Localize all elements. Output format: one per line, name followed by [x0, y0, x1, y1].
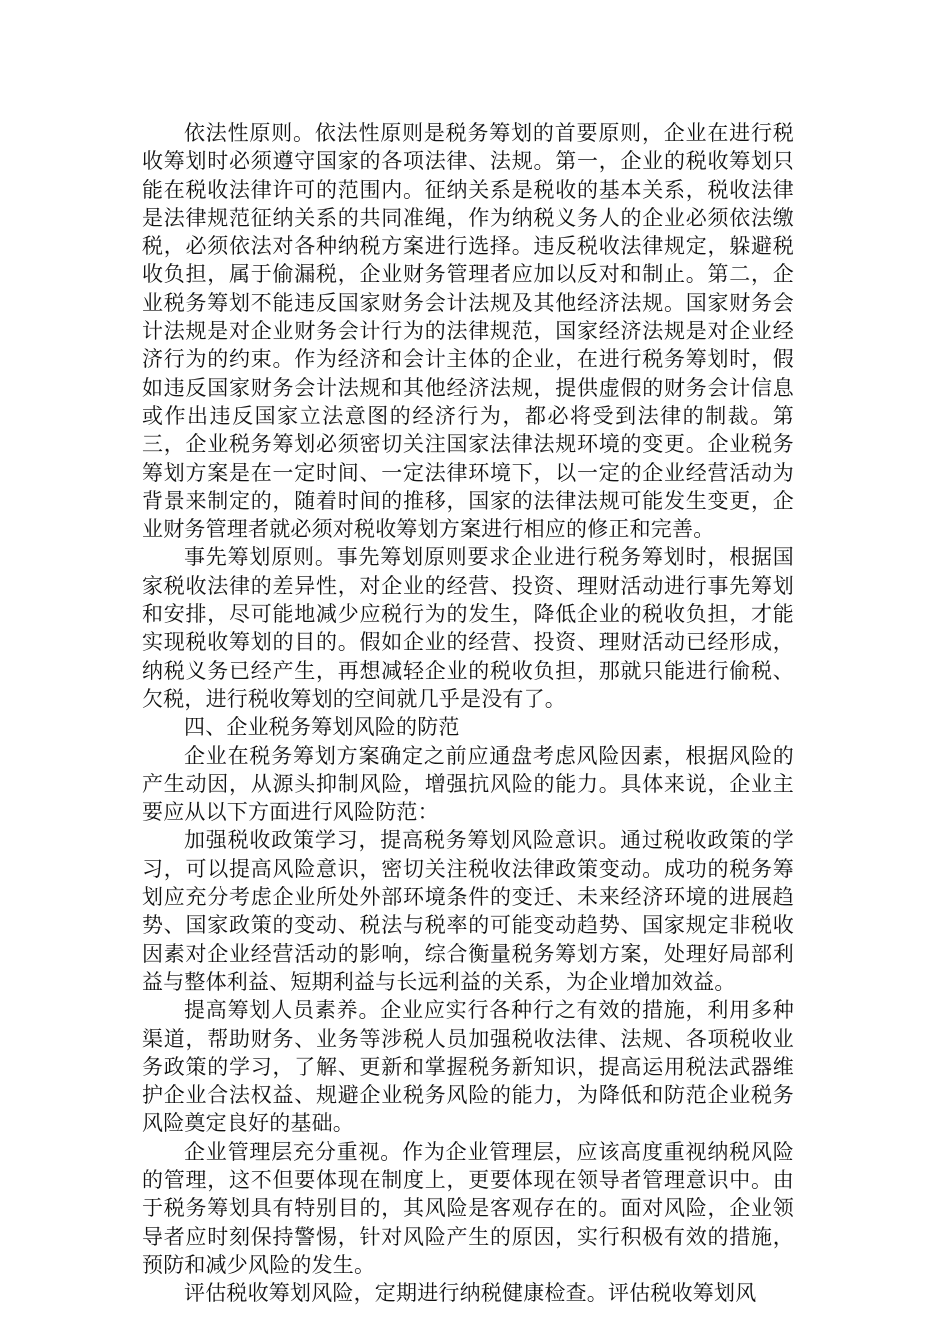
section-heading-risk-prevention: 四、企业税务筹划风险的防范	[184, 715, 460, 740]
paragraph-risk-prevention-intro: 企业在税务筹划方案确定之前应通盘考虑风险因素，根据风险的产生动因，从源头抑制风险，增强抗风险的能力。具体来说，企业主要应从以下方面进行风险防范：	[142, 743, 794, 825]
paragraph-legality-principle: 依法性原则。依法性原则是税务筹划的首要原则，企业在进行税收筹划时必须遵守国家的各项法律、法规。第一，企业的税收筹划只能在税收法律许可的范围内。征纳关系是税收的基本关系，税收法律是法律规范征纳关系的共同准绳，作为纳税义务人的企业必须依法缴税，必须依法对各种纳税方案进行选择。违反税收法律规定，躲避税收负担，属于偷漏税，企业财务管理者应加以反对和制止。第二，企业税务筹划不能违反国家财务会计法规及其他经济法规。国家财务会计法规是对企业财务会计行为的法律规范，国家经济法规是对企业经济行为的约束。作为经济和会计主体的企业，在进行税务筹划时，假如违反国家财务会计法规和其他经济法规，提供虚假的财务会计信息或作出违反国家立法意图的经济行为，都必将受到法律的制裁。第三，企业税务筹划必须密切关注国家法律法规环境的变更。企业税务筹划方案是在一定时间、一定法律环境下，以一定的企业经营活动为背景来制定的，随着时间的推移，国家的法律法规可能发生变更，企业财务管理者就必须对税收筹划方案进行相应的修正和完善。	[142, 121, 794, 542]
paragraph-advance-planning-principle: 事先筹划原则。事先筹划原则要求企业进行税务筹划时，根据国家税收法律的差异性，对企业的经营、投资、理财活动进行事先筹划和安排，尽可能地减少应税行为的发生，降低企业的税收负担，才能实现税收筹划的目的。假如企业的经营、投资、理财活动已经形成，纳税义务已经产生，再想减轻企业的税收负担，那就只能进行偷税、欠税，进行税收筹划的空间就几乎是没有了。	[142, 545, 794, 711]
paragraph-staff-quality: 提高筹划人员素养。企业应实行各种行之有效的措施，利用多种渠道，帮助财务、业务等涉税人员加强税收法律、法规、各项税收业务政策的学习，了解、更新和掌握税务新知识，提高运用税法武器维护企业合法权益、规避企业税务风险的能力，为降低和防范企业税务风险奠定良好的基础。	[142, 998, 794, 1136]
paragraph-policy-study: 加强税收政策学习，提高税务筹划风险意识。通过税收政策的学习，可以提高风险意识，密切关注税收法律政策变动。成功的税务筹划应充分考虑企业所处外部环境条件的变迁、未来经济环境的进展趋势、国家政策的变动、税法与税率的可能变动趋势、国家规定非税收因素对企业经营活动的影响，综合衡量税务筹划方案，处理好局部利益与整体利益、短期利益与长远利益的关系，为企业增加效益。	[142, 828, 794, 994]
document-page	[142, 119, 794, 1307]
paragraph-risk-assessment: 评估税收筹划风险，定期进行纳税健康检查。评估税收筹划风	[184, 1281, 757, 1306]
paragraph-management-attention: 企业管理层充分重视。作为企业管理层，应该高度重视纳税风险的管理，这不但要体现在制度上，更要体现在领导者管理意识中。由于税务筹划具有特别目的，其风险是客观存在的。面对风险，企业领导者应时刻保持警惕，针对风险产生的原因，实行积极有效的措施，预防和减少风险的发生。	[142, 1139, 794, 1277]
